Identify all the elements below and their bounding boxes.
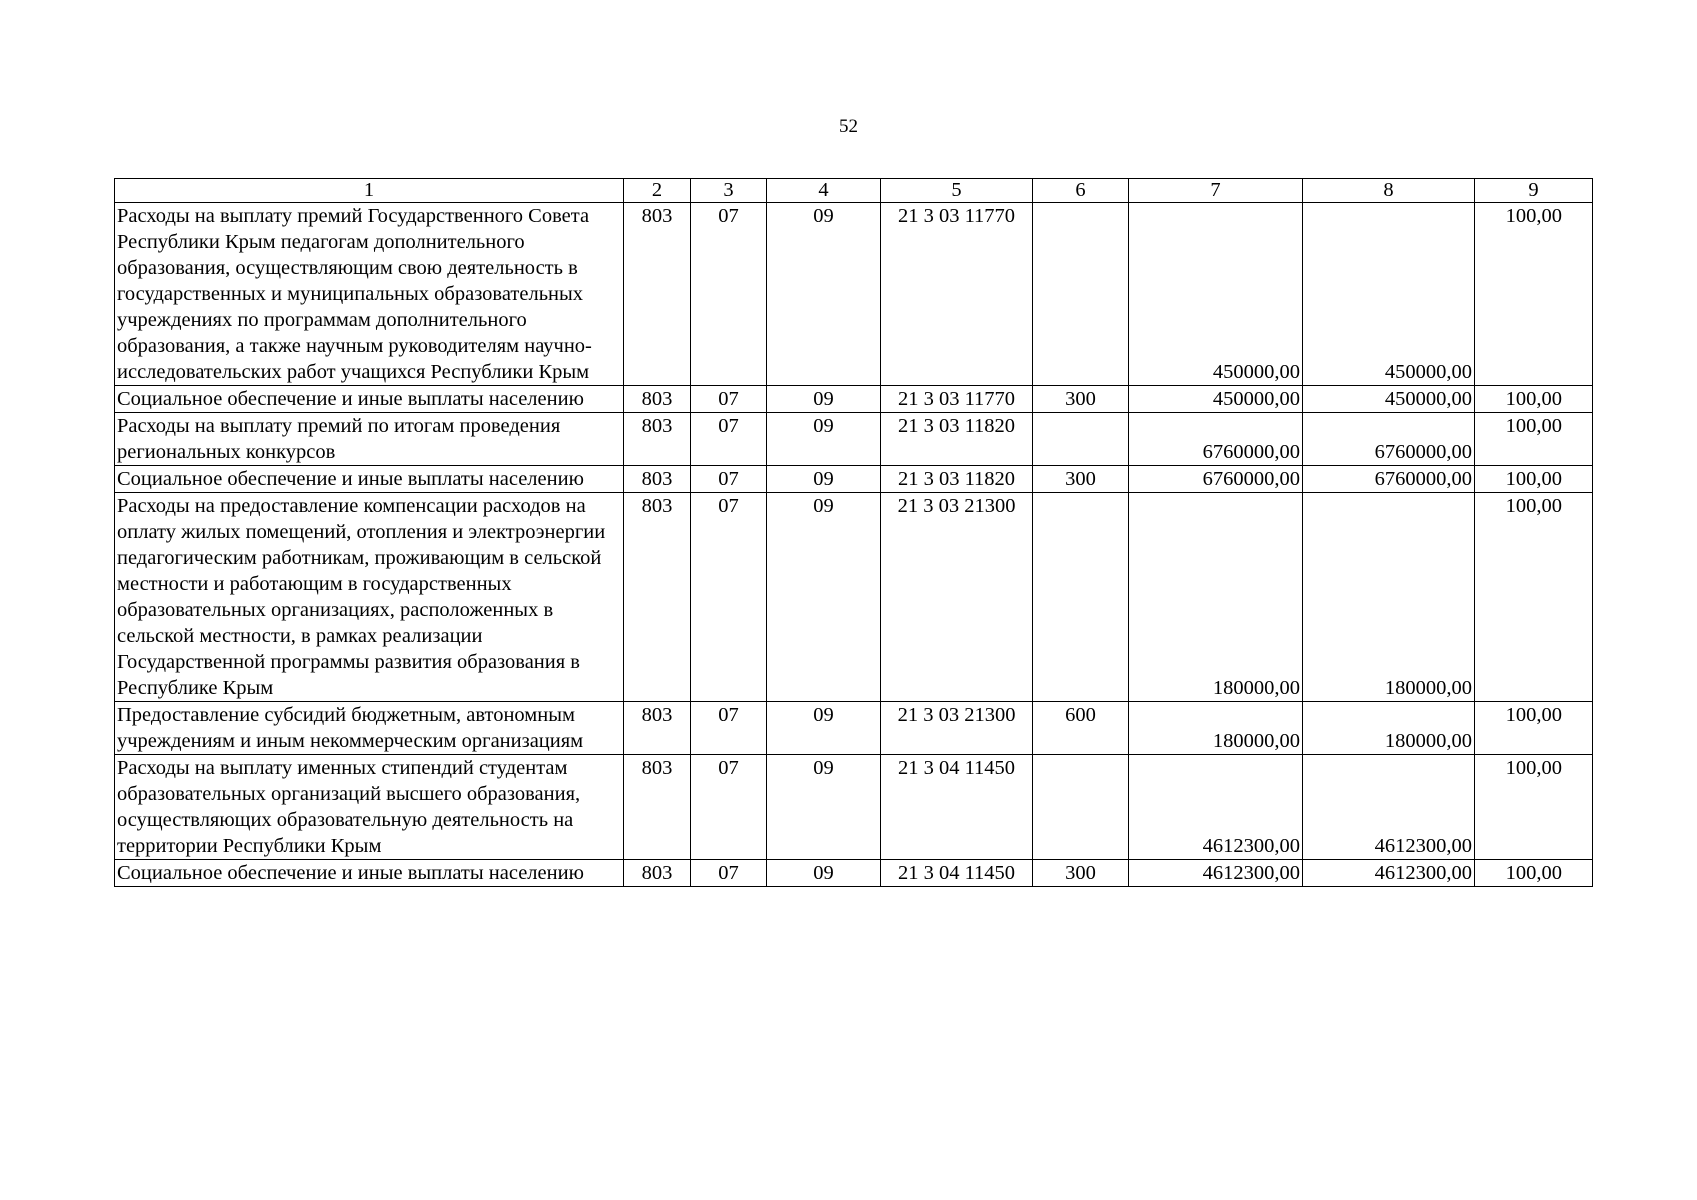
amount-col8-cell: 450000,00 (1303, 386, 1475, 413)
expense-name-cell: Социальное обеспечение и иные выплаты населению (115, 386, 624, 413)
section-code-cell: 07 (691, 702, 767, 755)
table-row (115, 755, 1593, 860)
target-article-cell: 21 3 03 21300 (881, 493, 1033, 702)
amount-col7-cell: 180000,00 (1129, 702, 1303, 755)
amount-col8-cell: 4612300,00 (1303, 860, 1475, 887)
amount-col7-cell: 180000,00 (1129, 493, 1303, 702)
ministry-code-cell: 803 (624, 755, 691, 860)
percent-cell: 100,00 (1475, 702, 1593, 755)
percent-cell: 100,00 (1475, 493, 1593, 702)
subsection-code-cell: 09 (767, 860, 881, 887)
amount-col7-cell: 450000,00 (1129, 386, 1303, 413)
column-header: 7 (1129, 179, 1303, 203)
target-article-cell: 21 3 03 21300 (881, 702, 1033, 755)
percent-cell: 100,00 (1475, 203, 1593, 386)
page-number: 52 (839, 116, 858, 137)
percent-cell: 100,00 (1475, 386, 1593, 413)
expense-name-cell: Социальное обеспечение и иные выплаты населению (115, 466, 624, 493)
expense-type-cell (1033, 755, 1129, 860)
amount-col7-cell: 4612300,00 (1129, 755, 1303, 860)
amount-col8-cell: 180000,00 (1303, 493, 1475, 702)
table-row (115, 493, 1593, 702)
table-row (115, 386, 1593, 413)
column-header: 2 (624, 179, 691, 203)
section-code-cell: 07 (691, 386, 767, 413)
percent-cell: 100,00 (1475, 466, 1593, 493)
budget-table (114, 178, 1593, 887)
table-row (115, 702, 1593, 755)
column-header: 4 (767, 179, 881, 203)
section-code-cell: 07 (691, 493, 767, 702)
expense-type-cell: 300 (1033, 386, 1129, 413)
subsection-code-cell: 09 (767, 413, 881, 466)
subsection-code-cell: 09 (767, 755, 881, 860)
target-article-cell: 21 3 04 11450 (881, 755, 1033, 860)
subsection-code-cell: 09 (767, 493, 881, 702)
amount-col8-cell: 180000,00 (1303, 702, 1475, 755)
amount-col8-cell: 450000,00 (1303, 203, 1475, 386)
ministry-code-cell: 803 (624, 493, 691, 702)
subsection-code-cell: 09 (767, 386, 881, 413)
table-row (115, 413, 1593, 466)
expense-type-cell (1033, 203, 1129, 386)
section-code-cell: 07 (691, 466, 767, 493)
ministry-code-cell: 803 (624, 386, 691, 413)
table-row (115, 860, 1593, 887)
expense-name-cell: Расходы на выплату премий Государственного Совета Республики Крым педагогам дополнительного образования, осуществляющим свою деятельность в государственных и муниципальных образовательных учреждениях по программам дополнительного образования, а также научным руководителям научно-исследовательских работ учащихся Республики Крым (115, 203, 624, 386)
table-header-row (115, 179, 1593, 203)
column-header: 3 (691, 179, 767, 203)
expense-type-cell: 600 (1033, 702, 1129, 755)
subsection-code-cell: 09 (767, 203, 881, 386)
section-code-cell: 07 (691, 755, 767, 860)
amount-col8-cell: 4612300,00 (1303, 755, 1475, 860)
expense-name-cell: Предоставление субсидий бюджетным, автономным учреждениям и иным некоммерческим организациям (115, 702, 624, 755)
amount-col7-cell: 450000,00 (1129, 203, 1303, 386)
table-row (115, 466, 1593, 493)
ministry-code-cell: 803 (624, 702, 691, 755)
ministry-code-cell: 803 (624, 860, 691, 887)
amount-col7-cell: 6760000,00 (1129, 413, 1303, 466)
expense-type-cell: 300 (1033, 466, 1129, 493)
amount-col7-cell: 4612300,00 (1129, 860, 1303, 887)
target-article-cell: 21 3 03 11820 (881, 413, 1033, 466)
column-header: 9 (1475, 179, 1593, 203)
expense-type-cell: 300 (1033, 860, 1129, 887)
column-header: 5 (881, 179, 1033, 203)
section-code-cell: 07 (691, 860, 767, 887)
target-article-cell: 21 3 03 11770 (881, 203, 1033, 386)
expense-type-cell (1033, 493, 1129, 702)
subsection-code-cell: 09 (767, 466, 881, 493)
percent-cell: 100,00 (1475, 755, 1593, 860)
expense-type-cell (1033, 413, 1129, 466)
expense-name-cell: Расходы на выплату именных стипендий студентам образовательных организаций высшего образования, осуществляющих образовательную деятельность на территории Республики Крым (115, 755, 624, 860)
table-row (115, 203, 1593, 386)
column-header: 8 (1303, 179, 1475, 203)
target-article-cell: 21 3 03 11820 (881, 466, 1033, 493)
amount-col7-cell: 6760000,00 (1129, 466, 1303, 493)
percent-cell: 100,00 (1475, 413, 1593, 466)
percent-cell: 100,00 (1475, 860, 1593, 887)
column-header: 6 (1033, 179, 1129, 203)
expense-name-cell: Расходы на предоставление компенсации расходов на оплату жилых помещений, отопления и электроэнергии педагогическим работникам, проживающим в сельской местности и работающим в государственных образовательных организациях, расположенных в сельской местности, в рамках реализации Государственной программы развития образования в Республике Крым (115, 493, 624, 702)
target-article-cell: 21 3 04 11450 (881, 860, 1033, 887)
section-code-cell: 07 (691, 413, 767, 466)
amount-col8-cell: 6760000,00 (1303, 413, 1475, 466)
target-article-cell: 21 3 03 11770 (881, 386, 1033, 413)
section-code-cell: 07 (691, 203, 767, 386)
expense-name-cell: Расходы на выплату премий по итогам проведения региональных конкурсов (115, 413, 624, 466)
ministry-code-cell: 803 (624, 413, 691, 466)
ministry-code-cell: 803 (624, 466, 691, 493)
expense-name-cell: Социальное обеспечение и иные выплаты населению (115, 860, 624, 887)
ministry-code-cell: 803 (624, 203, 691, 386)
column-header: 1 (115, 179, 624, 203)
subsection-code-cell: 09 (767, 702, 881, 755)
amount-col8-cell: 6760000,00 (1303, 466, 1475, 493)
